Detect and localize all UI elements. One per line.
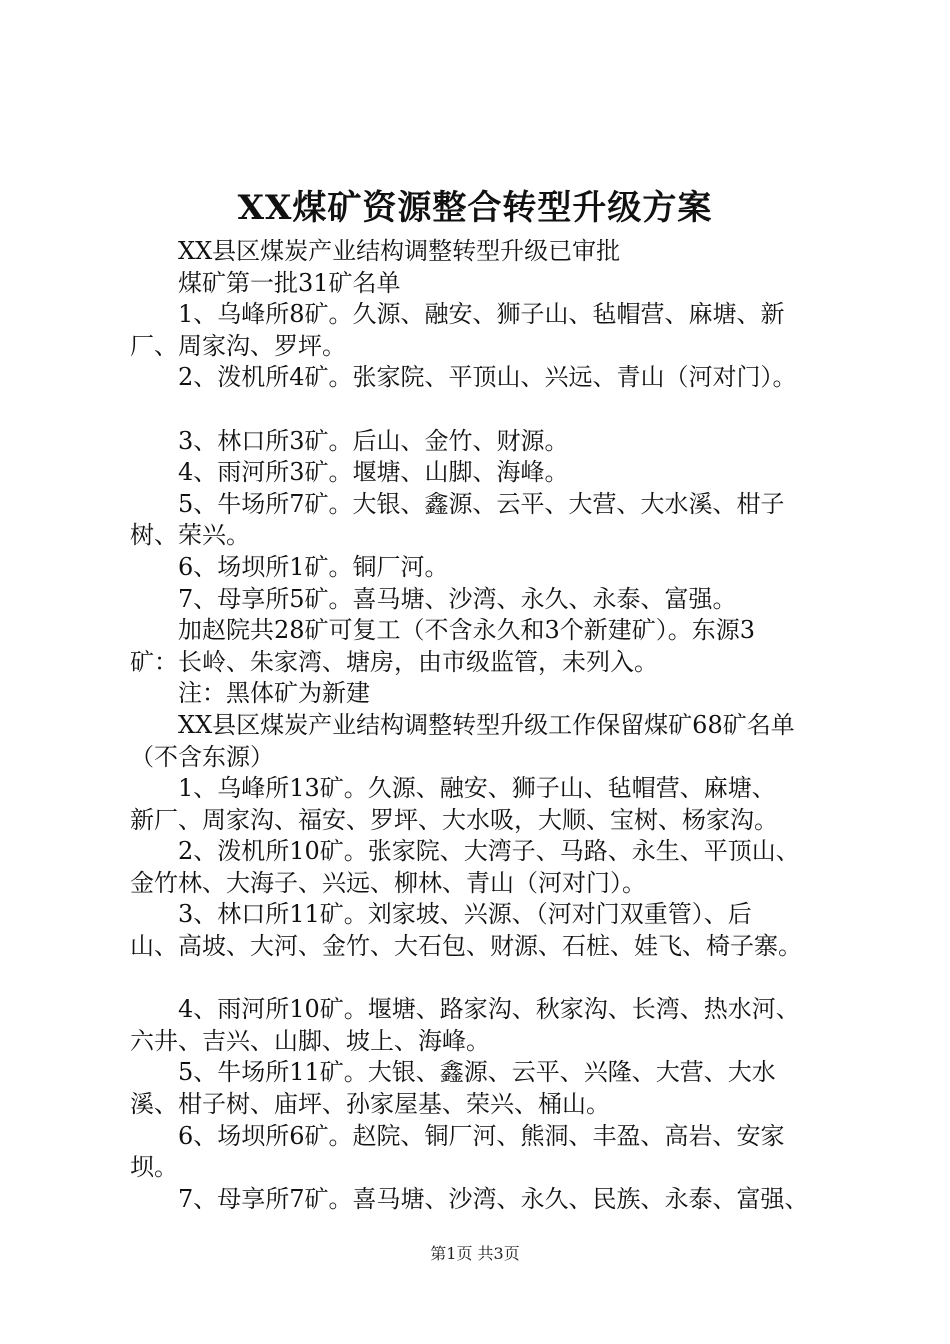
body-line: 3、林口所3矿。后山、金竹、财源。	[130, 426, 569, 455]
blank-line	[130, 963, 844, 995]
body-line: 1、乌峰所13矿。久源、融安、狮子山、毡帽营、麻塘、	[130, 774, 776, 803]
body-line: 树、荣兴。	[130, 521, 250, 550]
body-line: 六井、吉兴、山脚、坡上、海峰。	[130, 1026, 490, 1055]
body-line: 坝。	[130, 1153, 178, 1182]
body-line: （不含东源）	[130, 742, 274, 771]
body-line: 6、场坝所6矿。赵院、铜厂河、熊洞、丰盈、高岩、安家	[130, 1121, 785, 1150]
body-line: 2、泼机所10矿。张家院、大湾子、马路、永生、平顶山、	[130, 837, 800, 866]
body-line: 加赵院共28矿可复工（不含永久和3个新建矿）。东源3	[130, 616, 756, 645]
body-line: 矿：长岭、朱家湾、塘房，由市级监管，未列入。	[130, 647, 658, 676]
body-line: 5、牛场所7矿。大银、鑫源、云平、大营、大水溪、柑子	[130, 489, 785, 518]
body-line: 金竹林、大海子、兴远、柳林、青山（河对门）。	[130, 868, 646, 897]
body-line: 厂、周家沟、罗坪。	[130, 331, 346, 360]
body-line: XX县区煤炭产业结构调整转型升级工作保留煤矿68矿名单	[130, 710, 795, 739]
body-line: 山、高坡、大河、金竹、大石包、财源、石桩、娃飞、椅子寨。	[130, 932, 802, 961]
body-line: 溪、柑子树、庙坪、孙家屋基、荣兴、桶山。	[130, 1090, 610, 1119]
body-line: 1、乌峰所8矿。久源、融安、狮子山、毡帽营、麻塘、新	[130, 300, 785, 329]
page-footer: 第1页 共3页	[430, 1244, 520, 1263]
document-body	[130, 236, 844, 1215]
body-line: 3、林口所11矿。刘家坡、兴源、（河对门双重管）、后	[130, 900, 752, 929]
body-line: 4、雨河所3矿。堰塘、山脚、海峰。	[130, 458, 569, 487]
document-title: XX煤矿资源整合转型升级方案	[237, 188, 713, 228]
body-line: 4、雨河所10矿。堰塘、路家沟、秋家沟、长湾、热水河、	[130, 995, 800, 1024]
body-line: 7、母享所5矿。喜马塘、沙湾、永久、永泰、富强。	[130, 584, 737, 613]
blank-line	[130, 394, 844, 426]
body-line: 5、牛场所11矿。大银、鑫源、云平、兴隆、大营、大水	[130, 1058, 776, 1087]
body-line: 6、场坝所1矿。铜厂河。	[130, 552, 449, 581]
body-line: 新厂、周家沟、福安、罗坪、大水吸，大顺、宝树、杨家沟。	[130, 805, 778, 834]
body-line: 2、泼机所4矿。张家院、平顶山、兴远、青山（河对门）。	[130, 363, 797, 392]
body-line: XX县区煤炭产业结构调整转型升级已审批	[130, 237, 621, 265]
body-line: 煤矿第一批31矿名单	[130, 268, 401, 297]
body-line: 注：黑体矿为新建	[130, 679, 370, 708]
body-line: 7、母享所7矿。喜马塘、沙湾、永久、民族、永泰、富强、	[130, 1184, 809, 1213]
